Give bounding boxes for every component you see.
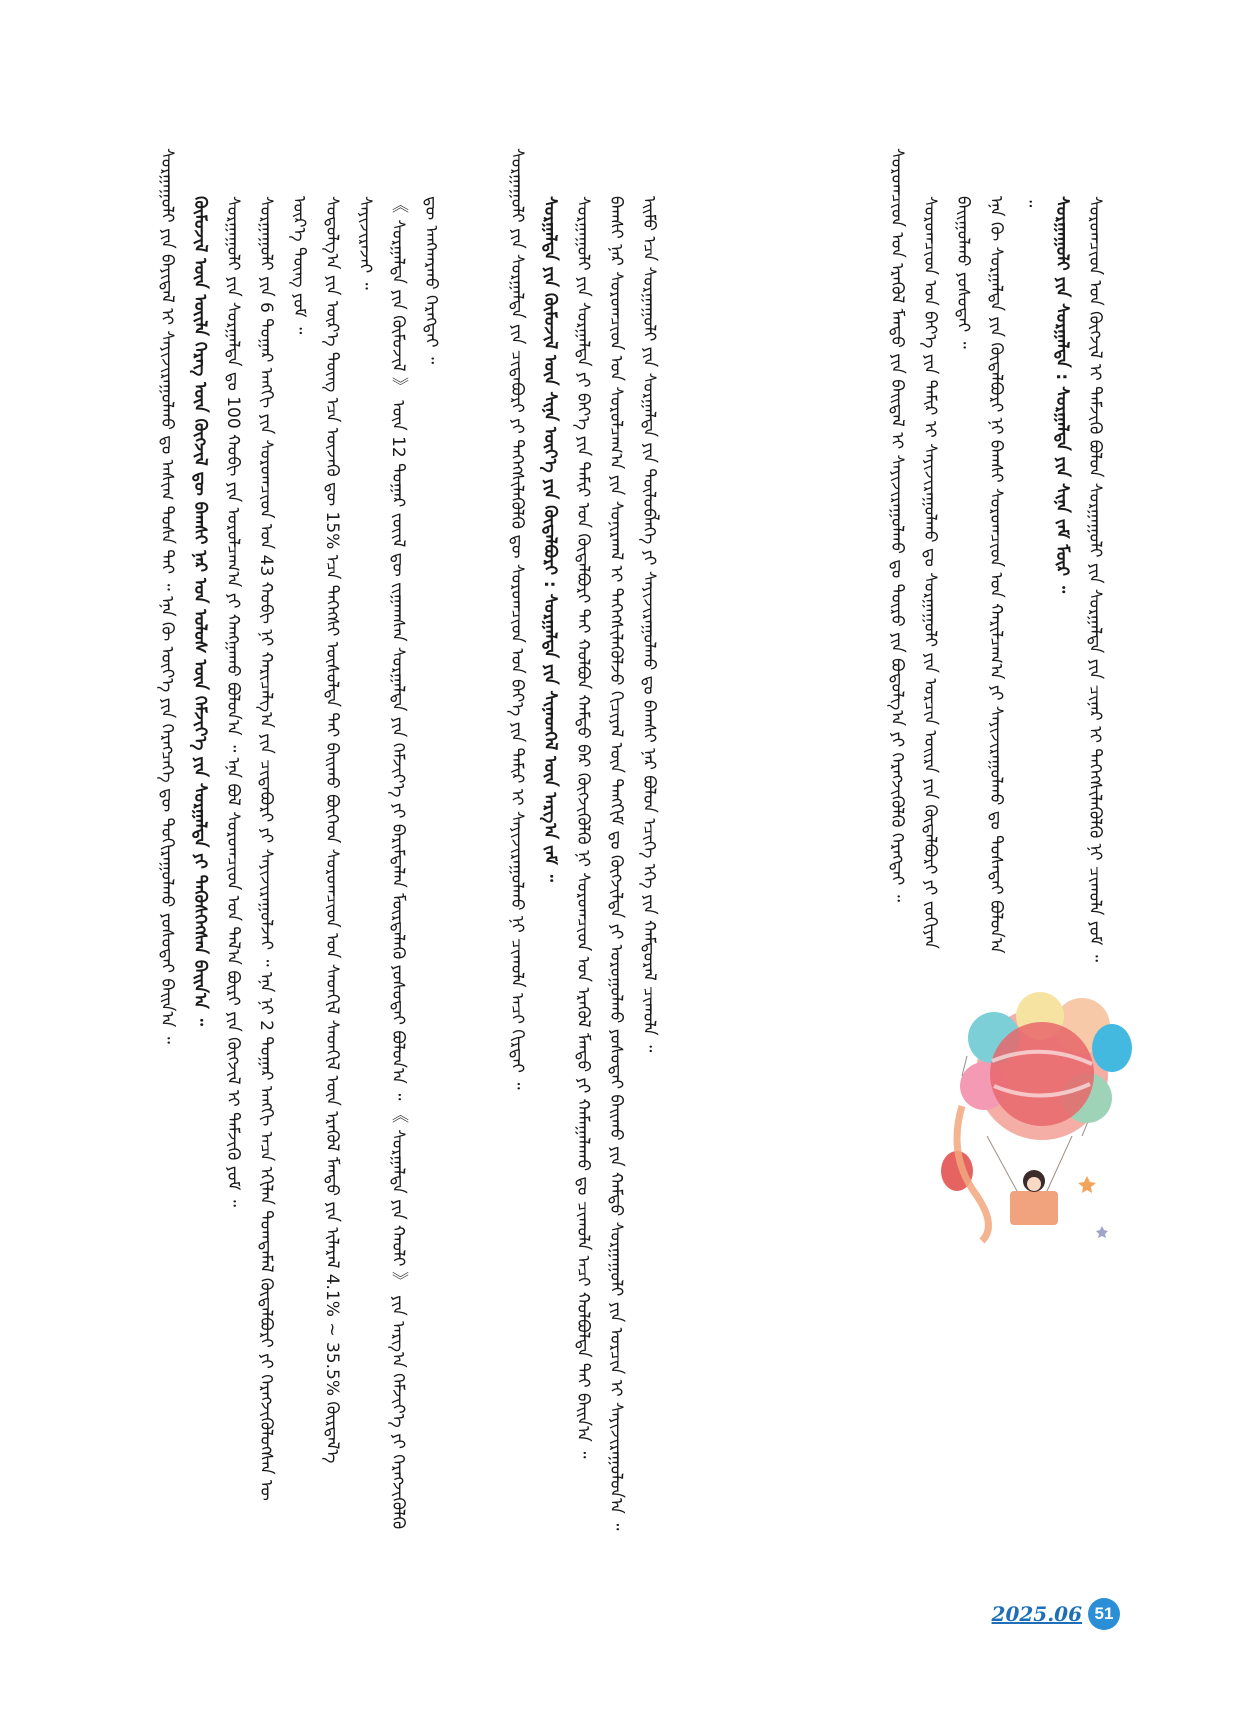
text-column-middle (500, 148, 870, 1538)
paragraph: ᠰᠤᠷᠭᠠᠭᠤᠯᠢ ᠶᠢᠨ ᠰᠤᠷᠭᠠᠯᠲᠠ ᠳᠤ 100 ᠬᠤᠪᠢ ᠶᠢᠨ ᠤᠷᠤᠯᠴᠠᠭ᠎ᠠ ᠶᠢ ᠬᠠᠩᠭᠠᠬᠤ ᠪᠣᠯᠤᠨ᠎ᠠ ᠃ ᠡᠨᠡ ᠪᠣᠯ ᠰᠤᠷᠤᠭᠴᠢᠳ ᠤᠨ ᠲᠠᠯ᠎ᠠ ᠪᠦᠷᠢ ᠶᠢᠨ ᠬᠥᠭᠵᠢᠯ ᠢ ᠳᠡᠮᠵᠢᠬᠦ ᠶᠤᠮ ᠃ (223, 196, 243, 1207)
paragraph: ᠰᠤᠷᠭᠠᠭᠤᠯᠢ ᠶᠢᠨ ᠰᠤᠷᠭᠠᠯᠲᠠ ᠶᠢᠨ ᠴᠢᠳᠠᠪᠤᠷᠢ ᠶᠢ ᠳᠡᠭᠡᠭᠰᠢᠯᠡᠭᠦᠯᠬᠦ ᠳᠦ ᠰᠤᠷᠤᠭᠴᠢᠳ ᠤᠨ ᠪᠡᠶ᠎ᠡ ᠶᠢᠨ ᠲᠠᠮᠢᠷ ᠢ ᠰᠠᠶᠢᠵᠢᠷᠠᠭᠤᠯᠬᠤ ᠨᠢ ᠴᠢᠬᠤᠯᠠ ᠠᠴᠢ ᠬᠢᠷᠳᠠᠢ ᠃ (507, 148, 527, 1090)
paragraph: 《 ᠰᠤᠷᠭᠠᠯᠲᠠ ᠶᠢᠨ ᠬᠦᠮᠦᠵᠢᠯ 》 ᠦᠨ 12 ᠳᠤᠭᠠᠷ ᠵᠦᠢᠯ ᠳᠦ ᠵᠢᠭᠠᠭᠰᠠᠨ ᠰᠤᠷᠭᠠᠯᠲᠠ ᠶᠢᠨ ᠬᠡᠮᠵᠢᠶ᠎ᠡ ᠶᠢ ᠪᠠᠷᠢᠮᠲᠠᠯᠠᠨ ᠮᠥᠷᠳᠡᠯᠡᠬᠦ ᠶᠤᠰᠤᠲᠠᠢ ᠪᠣᠯᠤᠨ᠎ᠠ ᠃ 《 ᠰᠤᠷᠭᠠᠯᠲᠠ ᠶᠢᠨ ᠬᠠᠤᠯᠢ 》 ᠶᠢᠨ ᠠᠷᠭ᠎ᠠ ᠬᠡᠮᠵᠢᠶ᠎ᠡ ᠶᠢ ᠬᠡᠷᠡᠭᠵᠢᠭᠦᠯᠬᠦ ᠳᠦ ᠠᠩᠬᠠᠷᠬᠤ ᠬᠡᠷᠡᠭᠲᠡᠢ ᠃ (388, 196, 441, 1530)
paragraph: ᠰᠤᠷᠭᠠᠭᠤᠯᠢ ᠶᠢᠨ ᠰᠤᠷᠭᠠᠯᠲᠠ ᠶᠢ ᠪᠡᠶ᠎ᠡ ᠶᠢᠨ ᠲᠠᠮᠢᠷ ᠤᠨ ᠬᠥᠲᠡᠯᠪᠦᠷᠢ ᠲᠠᠢ ᠬᠣᠯᠪᠣᠨ ᠬᠠᠮᠲᠤ ᠪᠠᠷ ᠬᠥᠭᠵᠢᠭᠦᠯᠬᠦ ᠨᠢ ᠰᠤᠷᠤᠭᠴᠢᠳ ᠤᠨ ᠡᠷᠡᠭᠦᠯ ᠮᠡᠨᠳᠦ ᠶᠢ ᠬᠠᠮᠠᠭᠠᠯᠠᠬᠤ ᠳᠤ ᠴᠢᠬᠤᠯᠠ ᠠᠴᠢ ᠬᠣᠯᠪᠣᠯᠲᠠ ᠲᠠᠢ ᠪᠠᠢᠨ᠎ᠠ ᠃ (573, 196, 593, 1459)
paragraph: ᠡᠢᠮᠦ ᠡᠴᠡ ᠰᠤᠷᠭᠠᠭᠤᠯᠢ ᠶᠢᠨ ᠰᠤᠷᠭᠠᠯᠲᠠ ᠶᠢᠨ ᠲᠥᠯᠦᠪᠯᠡᠭᠡ ᠶᠢ ᠰᠠᠶᠢᠵᠢᠷᠠᠭᠤᠯᠬᠤ ᠳᠤ ᠪᠠᠭᠰᠢ ᠨᠠᠷ ᠪᠣᠯᠤᠨ ᠡᠴᠢᠭᠡ ᠡᠬᠡ ᠶᠢᠨ ᠬᠠᠮᠲᠤᠷᠠᠯ ᠴᠢᠬᠤᠯᠠ ᠃ (639, 196, 659, 1053)
section-heading: ᠰᠤᠷᠭᠠᠯᠲᠠ ᠶᠢᠨ ᠬᠦᠮᠦᠵᠢᠯ ᠦᠨ ᠰᠢᠨᠡ ᠦᠶ᠎ᠡ ᠶᠢᠨ ᠬᠥᠲᠡᠯᠪᠦᠷᠢ : ᠰᠤᠷᠭᠠᠯᠲᠠ ᠶᠢᠨ ᠰᠢᠨᠡᠳᠬᠡᠯ ᠦᠨ ᠠᠷᠭ᠎ᠠ ᠵᠠᠮ ᠃ (540, 196, 560, 882)
paragraph: ᠪᠠᠭᠰᠢ ᠨᠠᠷ ᠰᠤᠷᠤᠭᠴᠢᠳ ᠤᠨ ᠰᠤᠷᠤᠯᠴᠠᠭ᠎ᠠ ᠶᠢᠨ ᠰᠣᠨᠢᠷᠬᠠᠯ ᠢ ᠳᠡᠭᠡᠭᠰᠢᠯᠡᠭᠦᠯᠵᠦ ᠬᠢᠴᠢᠶᠡᠯ ᠦᠨ ᠲᠠᠩᠬᠢᠮ ᠳᠤ ᠬᠥᠭᠵᠢᠯᠲᠡ ᠶᠢ ᠣᠷᠣᠭᠤᠯᠬᠤ ᠶᠤᠰᠤᠲᠠᠢ ᠪᠠᠢᠬᠤ ᠶᠢᠨ ᠬᠠᠮᠲᠤ ᠰᠤᠷᠭᠠᠭᠤᠯᠢ ᠶᠢᠨ ᠤᠷᠴᠢᠨ ᠢ ᠰᠠᠶᠢᠵᠢᠷᠠᠭᠤᠯᠤᠨ᠎ᠠ ᠃ (606, 196, 626, 1531)
paragraph: ᠰᠤᠷᠤᠭᠴᠢᠳ ᠤᠨ ᠪᠡᠶ᠎ᠡ ᠶᠢᠨ ᠲᠠᠮᠢᠷ ᠢ ᠰᠠᠶᠢᠵᠢᠷᠠᠭᠤᠯᠬᠤ ᠳᠤ ᠰᠤᠷᠭᠠᠭᠤᠯᠢ ᠶᠢᠨ ᠣᠷᠴᠢᠨ ᠣᠢᠷᠠ ᠶᠢᠨ ᠬᠥᠲᠡᠯᠪᠦᠷᠢ ᠶᠢ ᠵᠣᠬᠢᠶᠠᠨ ᠪᠠᠢᠭᠤᠯᠬᠤ ᠶᠤᠰᠤᠲᠠᠢ ᠃ (920, 196, 973, 949)
balloon-blue (1092, 1024, 1132, 1072)
section-heading: ᠰᠤᠷᠭᠠᠭᠤᠯᠢ ᠶᠢᠨ ᠰᠤᠷᠭᠠᠯᠲᠠ : ᠰᠤᠷᠭᠠᠯᠲᠠ ᠶᠢᠨ ᠰᠢᠨᠡ ᠵᠠᠮ ᠮᠥᠷ ᠃ (1052, 196, 1072, 594)
issue-date: 2025.06 (991, 1602, 1082, 1626)
folio (990, 1598, 1120, 1634)
star-icon (1096, 1226, 1108, 1238)
paragraph: ᠰᠤᠳᠤᠯᠭ᠎ᠠ ᠶᠢᠨ ᠦᠷ᠎ᠡ ᠳᠦᠩ ᠡᠴᠡ ᠦᠵᠡᠬᠦ ᠳᠦ 15% ᠡᠴᠡ ᠳᠡᠭᠡᠭᠰᠢ ᠥᠰᠦᠯᠲᠡ ᠲᠠᠢ ᠪᠠᠢᠬᠤ ᠪᠥᠭᠡᠳ ᠰᠤᠷᠤᠭᠴᠢᠳ ᠤᠨ ᠰᠡᠳᠭᠢᠯ ᠰᠡᠳᠬᠢᠯ ᠦᠨ ᠡᠷᠡᠭᠦᠯ ᠮᠡᠨᠳᠦ ᠶᠢᠨ ᠢᠯᠡᠷᠡᠯ 4.1% ~ 35.5% ᠬᠦᠷᠲᠡᠯ᠎ᠡ ᠰᠠᠶᠢᠵᠢᠷᠠᠵᠠᠢ ᠃ (322, 196, 375, 1464)
text-column-left (150, 148, 490, 1538)
section-heading: ᠬᠦᠮᠦᠵᠢᠯ ᠦᠨ ᠦᠢᠯᠡ ᠬᠡᠷᠡᠭ ᠦᠨ ᠬᠥᠭᠵᠢᠯ ᠳᠦ ᠪᠠᠭᠰᠢ ᠨᠠᠷ ᠤᠨ ᠤᠯᠤᠰ ᠦᠨ ᠬᠡᠮᠵᠢᠶ᠎ᠡ ᠶᠢᠨ ᠰᠤᠷᠭᠠᠯᠲᠠ ᠶᠢ ᠲᠡᠭᠦᠰᠬᠡᠭᠰᠡᠨ ᠪᠠᠢᠨ᠎ᠠ ᠃ (190, 196, 210, 1026)
balloon-red-stripe (990, 1022, 1094, 1126)
star-icon (1078, 1176, 1096, 1193)
paragraph: ᠰᠤᠷᠭᠠᠭᠤᠯᠢ ᠶᠢᠨ ᠪᠠᠶᠢᠳᠠᠯ ᠢ ᠰᠠᠶᠢᠵᠢᠷᠠᠭᠤᠯᠬᠤ ᠳᠤ ᠠᠰᠢᠭ ᠲᠤᠰᠠ ᠲᠠᠢ ᠃ ᠡᠨᠡ ᠬᠦ ᠦᠶ᠎ᠡ ᠶᠢᠨ ᠬᠡᠷᠡᠭᠴᠡᠭᠡ ᠳᠦ ᠲᠣᠬᠢᠷᠠᠭᠤᠯᠬᠤ ᠶᠤᠰᠤᠲᠠᠢ ᠪᠠᠢᠨ᠎ᠠ ᠃ (157, 148, 177, 1044)
page-number-badge: 51 (1088, 1598, 1120, 1630)
text-column-right-top (880, 148, 1130, 968)
paragraph: ᠰᠤᠷᠭᠠᠭᠤᠯᠢ ᠶᠢᠨ 6 ᠳᠤᠭᠠᠷ ᠠᠩᠭᠢ ᠶᠢᠨ ᠰᠤᠷᠤᠭᠴᠢᠳ ᠤᠨ 43 ᠬᠤᠪᠢ ᠨᠢ ᠬᠠᠷᠢᠴᠠᠯᠭ᠎ᠠ ᠶᠢᠨ ᠴᠢᠳᠠᠪᠤᠷᠢ ᠶᠢ ᠰᠠᠶᠢᠵᠢᠷᠠᠭᠤᠯᠵᠠᠢ ᠃ ᠡᠨᠡ ᠨᠢ 2 ᠳᠤᠭᠠᠷ ᠠᠩᠭᠢ ᠠᠴᠠ ᠡᠬᠢᠯᠡᠨ ᠲᠣᠭᠲᠠᠮᠠᠯ ᠬᠥᠲᠡᠯᠪᠦᠷᠢ ᠶᠢ ᠬᠡᠷᠡᠭᠵᠢᠭᠦᠯᠦᠭᠰᠡᠨ ᠦ ᠦᠷ᠎ᠡ ᠳᠦᠩ ᠶᠤᠮ ᠃ (256, 196, 309, 1501)
balloon-basket (1010, 1191, 1058, 1225)
paragraph: ᠰᠤᠷᠤᠭᠴᠢᠳ ᠤᠨ ᠬᠥᠭᠵᠢᠯ ᠢ ᠳᠡᠮᠵᠢᠬᠦ ᠪᠣᠯᠤᠨ ᠰᠤᠷᠭᠠᠭᠤᠯᠢ ᠶᠢᠨ ᠰᠤᠷᠭᠠᠯᠲᠠ ᠶᠢᠨ ᠴᠢᠨᠠᠷ ᠢ ᠳᠡᠭᠡᠭᠰᠢᠯᠡᠭᠦᠯᠬᠦ ᠨᠢ ᠴᠢᠬᠤᠯᠠ ᠶᠤᠮ ᠃ (1085, 196, 1105, 962)
paragraph: ᠡᠨᠡ ᠬᠦ ᠰᠤᠷᠭᠠᠯᠲᠠ ᠶᠢᠨ ᠬᠥᠲᠡᠯᠪᠦᠷᠢ ᠨᠢ ᠪᠠᠭᠰᠢ ᠰᠤᠷᠤᠭᠴᠢᠳ ᠤᠨ ᠬᠠᠷᠢᠯᠴᠠᠭ᠎ᠠ ᠶᠢ ᠰᠠᠶᠢᠵᠢᠷᠠᠭᠤᠯᠬᠤ ᠳᠤ ᠲᠤᠰᠠᠲᠠᠢ ᠪᠣᠯᠤᠨ᠎ᠠ ᠃ (986, 196, 1039, 954)
paragraph: ᠰᠤᠷᠤᠭᠴᠢᠳ ᠤᠨ ᠡᠷᠡᠭᠦᠯ ᠮᠡᠨᠳᠦ ᠶᠢᠨ ᠪᠠᠢᠳᠠᠯ ᠢ ᠰᠠᠶᠢᠵᠢᠷᠠᠭᠤᠯᠬᠤ ᠳᠤ ᠲᠥᠷᠥ ᠶᠢᠨ ᠪᠣᠳᠤᠯᠭ᠎ᠠ ᠶᠢ ᠬᠡᠷᠡᠭᠵᠢᠭᠦᠯᠬᠦ ᠬᠡᠷᠡᠭᠲᠡᠢ ᠃ (887, 148, 907, 902)
balloon-illustration (922, 986, 1132, 1246)
